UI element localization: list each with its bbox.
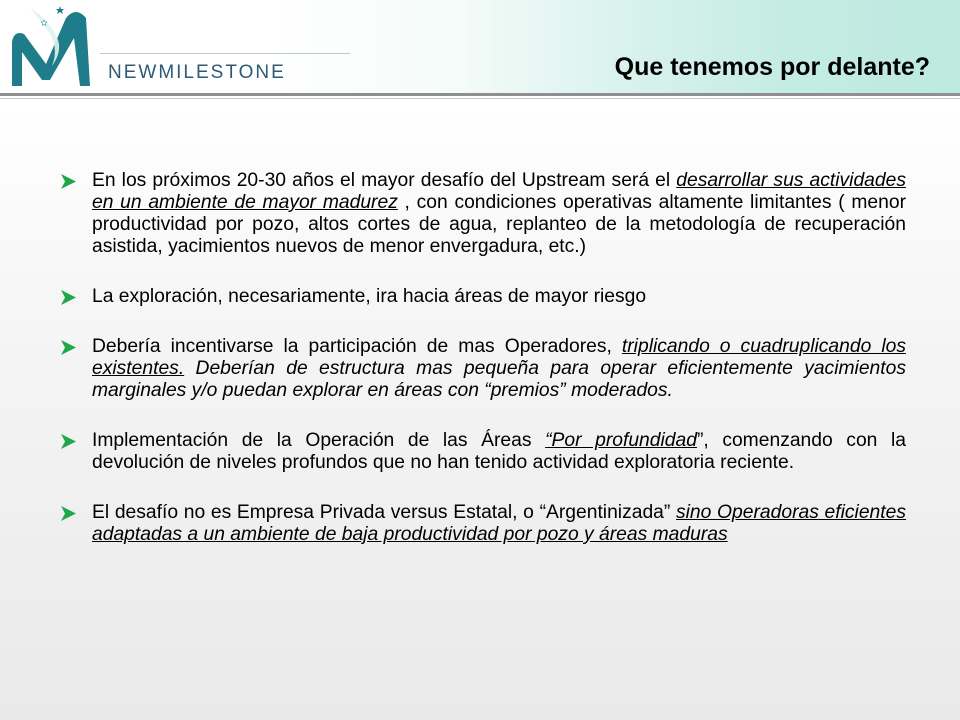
arrow-bullet-icon bbox=[60, 339, 77, 356]
list-item bbox=[60, 502, 906, 546]
company-logo-icon bbox=[0, 0, 110, 96]
header-divider-thin bbox=[0, 98, 960, 99]
slide-title: Que tenemos por delante? bbox=[614, 53, 930, 81]
bullet-list bbox=[60, 170, 906, 574]
list-item bbox=[60, 336, 906, 402]
bullet-text: La exploración, necesariamente, ira hacia áreas de mayor riesgo bbox=[92, 286, 647, 307]
bullet-text: Deberían de estructura mas pequeña para operar eficientemente yacimientos marginales y/o puedan explorar en áreas con “premios” moderados. bbox=[92, 358, 906, 401]
bullet-emphasis: “Por profundidad bbox=[545, 430, 697, 451]
bullet-text: Implementación de la Operación de las Áreas bbox=[92, 430, 546, 451]
header-divider bbox=[0, 93, 960, 96]
list-item bbox=[60, 170, 906, 258]
bullet-text: En los próximos 20-30 años el mayor desafío del Upstream será el bbox=[92, 170, 677, 191]
bullet-text: , con condiciones operativas altamente limitantes ( menor productividad por pozo, altos cortes de agua, replanteo de la metodología de recuperación asistida, yacimientos nuevos de menor envergadura, etc.) bbox=[92, 192, 907, 257]
bullet-text: El desafío no es Empresa Privada versus Estatal, o “Argentinizada” bbox=[92, 502, 676, 523]
bullet-emphasis: triplicando o cuadruplicando los existentes. bbox=[92, 336, 906, 379]
arrow-bullet-icon bbox=[60, 433, 77, 450]
bullet-text: ”, comenzando con la devolución de niveles profundos que no han tenido actividad exploratoria reciente. bbox=[92, 430, 906, 473]
arrow-bullet-icon bbox=[60, 173, 77, 190]
bullet-emphasis: sino Operadoras eficientes adaptadas a un ambiente de baja productividad por pozo y áreas maduras bbox=[92, 502, 906, 545]
bullet-emphasis: desarrollar sus actividades en un ambiente de mayor madurez bbox=[92, 170, 906, 213]
arrow-bullet-icon bbox=[60, 289, 77, 306]
arrow-bullet-icon bbox=[60, 505, 77, 522]
logo-underline bbox=[100, 53, 350, 54]
list-item bbox=[60, 430, 906, 474]
company-logo-text: NEWMILESTONE bbox=[108, 62, 286, 83]
bullet-text: Debería incentivarse la participación de mas Operadores, bbox=[92, 336, 622, 357]
list-item bbox=[60, 286, 906, 308]
